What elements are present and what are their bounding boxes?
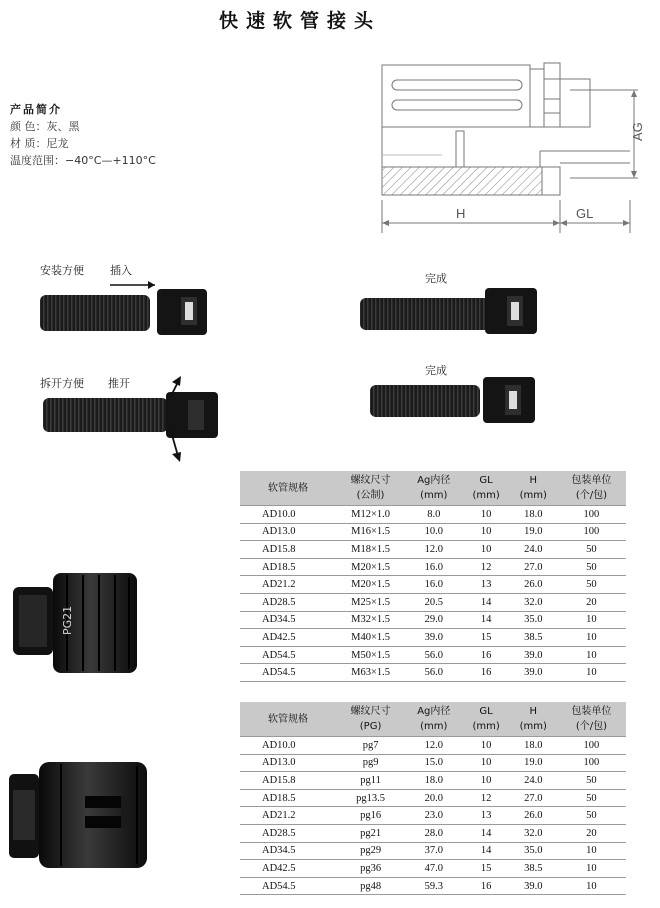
table-cell: AD42.5	[240, 860, 336, 878]
table-row	[240, 629, 626, 647]
table-cell: 15.0	[405, 754, 462, 772]
table-cell: 35.0	[510, 611, 557, 629]
table-cell: 14	[463, 611, 510, 629]
table-cell: M63×1.5	[336, 664, 405, 682]
table-cell: AD10.0	[240, 737, 336, 755]
table-cell: 10	[557, 629, 626, 647]
table-cell: 50	[557, 558, 626, 576]
remove-action: 推开	[108, 377, 130, 390]
table-cell: AD21.2	[240, 576, 336, 594]
header-gl: GL (mm)	[463, 702, 510, 737]
table-cell: 10	[463, 541, 510, 559]
h-label: H	[456, 206, 466, 221]
intro-heading: 产品简介	[10, 103, 62, 116]
fitting-photo-metric	[5, 565, 145, 680]
table-cell: 32.0	[510, 593, 557, 611]
table-cell: 56.0	[405, 664, 462, 682]
table-cell: AD15.8	[240, 541, 336, 559]
table-cell: 10	[557, 842, 626, 860]
header-pack-unit: 包装单位 (个/包)	[557, 471, 626, 506]
table-cell: 59.3	[405, 877, 462, 895]
table-cell: 19.0	[510, 523, 557, 541]
table-cell: 50	[557, 789, 626, 807]
table-cell: M25×1.5	[336, 593, 405, 611]
remove-label: 拆开方便	[40, 377, 84, 390]
table-cell: 27.0	[510, 558, 557, 576]
table-cell: 38.5	[510, 629, 557, 647]
table-cell: 15	[463, 629, 510, 647]
intro-color: 颜 色：灰、黑	[10, 120, 80, 133]
header-ag: Ag内径 (mm)	[405, 702, 462, 737]
table-cell: pg21	[336, 824, 405, 842]
table-cell: AD21.2	[240, 807, 336, 825]
table-cell: M16×1.5	[336, 523, 405, 541]
table-cell: AD28.5	[240, 593, 336, 611]
part-marking: PG21	[61, 605, 74, 635]
table-cell: AD34.5	[240, 842, 336, 860]
table-cell: 10	[463, 772, 510, 790]
table-cell: 26.0	[510, 576, 557, 594]
table-cell: AD54.5	[240, 877, 336, 895]
install-done-photo	[355, 282, 555, 342]
table-cell: 14	[463, 593, 510, 611]
table-cell: AD15.8	[240, 772, 336, 790]
table-cell: 20	[557, 593, 626, 611]
table-cell: 8.0	[405, 506, 462, 524]
table-cell: 10	[463, 737, 510, 755]
header-hose-spec: 软管规格	[240, 471, 336, 506]
table-row	[240, 754, 626, 772]
table-cell: 100	[557, 754, 626, 772]
table-row	[240, 576, 626, 594]
table-cell: 29.0	[405, 611, 462, 629]
table-cell: 100	[557, 523, 626, 541]
table-cell: pg7	[336, 737, 405, 755]
header-thread-size: 螺纹尺寸 (公制)	[336, 471, 405, 506]
table-cell: 13	[463, 576, 510, 594]
table-cell: 50	[557, 576, 626, 594]
table-cell: 18.0	[510, 737, 557, 755]
header-gl: GL (mm)	[463, 471, 510, 506]
table-cell: 39.0	[510, 664, 557, 682]
table-cell: 24.0	[510, 541, 557, 559]
install-label: 安装方便	[40, 264, 84, 277]
table-header-row	[240, 471, 626, 506]
table-cell: pg16	[336, 807, 405, 825]
table-cell: 14	[463, 824, 510, 842]
table-cell: M12×1.0	[336, 506, 405, 524]
table-cell: 10	[557, 860, 626, 878]
fitting-photo-pg	[5, 760, 155, 872]
table-cell: 50	[557, 772, 626, 790]
table-cell: M50×1.5	[336, 646, 405, 664]
table-cell: 27.0	[510, 789, 557, 807]
spec-table-pg	[240, 702, 626, 895]
table-cell: 47.0	[405, 860, 462, 878]
table-cell: pg48	[336, 877, 405, 895]
table-row	[240, 877, 626, 895]
table-cell: 39.0	[405, 629, 462, 647]
table-cell: 10	[557, 877, 626, 895]
table-cell: 100	[557, 506, 626, 524]
table-cell: 19.0	[510, 754, 557, 772]
table-cell: 35.0	[510, 842, 557, 860]
remove-done-photo	[365, 375, 545, 430]
table-cell: 28.0	[405, 824, 462, 842]
table-cell: 10	[557, 664, 626, 682]
ag-label: AG	[630, 122, 645, 141]
table-row	[240, 772, 626, 790]
table-cell: AD28.5	[240, 824, 336, 842]
table-cell: M32×1.5	[336, 611, 405, 629]
header-pack-unit: 包装单位 (个/包)	[557, 702, 626, 737]
table-row	[240, 523, 626, 541]
table-row	[240, 842, 626, 860]
table-cell: pg13.5	[336, 789, 405, 807]
remove-done: 完成	[425, 364, 447, 377]
table-cell: AD10.0	[240, 506, 336, 524]
table-cell: 38.5	[510, 860, 557, 878]
table-cell: 16	[463, 664, 510, 682]
table-cell: 20	[557, 824, 626, 842]
table-cell: 12.0	[405, 737, 462, 755]
header-hose-spec: 软管规格	[240, 702, 336, 737]
page-title: 快速软管接头	[218, 10, 381, 32]
table-row	[240, 807, 626, 825]
spec-table-metric	[240, 471, 626, 682]
table-cell: pg9	[336, 754, 405, 772]
table-cell: 16.0	[405, 558, 462, 576]
table-cell: 16.0	[405, 576, 462, 594]
header-thread-size: 螺纹尺寸 (PG)	[336, 702, 405, 737]
table-cell: 50	[557, 541, 626, 559]
table-cell: pg11	[336, 772, 405, 790]
table-cell: 10.0	[405, 523, 462, 541]
table-cell: 20.5	[405, 593, 462, 611]
install-photo	[35, 275, 215, 345]
table-cell: M20×1.5	[336, 576, 405, 594]
install-action: 插入	[110, 264, 132, 277]
table-cell: M20×1.5	[336, 558, 405, 576]
table-row	[240, 558, 626, 576]
table-cell: 32.0	[510, 824, 557, 842]
remove-photo	[38, 372, 228, 467]
table-cell: M18×1.5	[336, 541, 405, 559]
table-cell: AD13.0	[240, 754, 336, 772]
table-cell: M40×1.5	[336, 629, 405, 647]
table-cell: 23.0	[405, 807, 462, 825]
table-row	[240, 593, 626, 611]
header-h: H (mm)	[510, 702, 557, 737]
table-cell: 16	[463, 646, 510, 664]
table-header-row	[240, 702, 626, 737]
install-done: 完成	[425, 272, 447, 285]
table-cell: 10	[463, 523, 510, 541]
dimension-drawing	[370, 55, 660, 240]
table-row	[240, 737, 626, 755]
table-cell: AD54.5	[240, 664, 336, 682]
table-row	[240, 611, 626, 629]
table-cell: 12	[463, 789, 510, 807]
table-cell: 15	[463, 860, 510, 878]
table-cell: 18.0	[510, 506, 557, 524]
table-cell: AD18.5	[240, 558, 336, 576]
table-cell: AD54.5	[240, 646, 336, 664]
table-cell: AD18.5	[240, 789, 336, 807]
table-row	[240, 664, 626, 682]
table-cell: 50	[557, 807, 626, 825]
table-cell: AD13.0	[240, 523, 336, 541]
table-cell: 100	[557, 737, 626, 755]
table-row	[240, 506, 626, 524]
table-cell: 20.0	[405, 789, 462, 807]
table-row	[240, 824, 626, 842]
table-row	[240, 646, 626, 664]
table-cell: 10	[557, 646, 626, 664]
table-cell: 14	[463, 842, 510, 860]
table-cell: 10	[463, 506, 510, 524]
table-cell: 10	[463, 754, 510, 772]
intro-material: 材 质：尼龙	[10, 137, 69, 150]
table-row	[240, 860, 626, 878]
intro-temperature: 温度范围：−40°C—+110°C	[10, 154, 156, 167]
table-cell: 18.0	[405, 772, 462, 790]
table-row	[240, 789, 626, 807]
table-cell: 10	[557, 611, 626, 629]
table-row	[240, 541, 626, 559]
table-cell: AD42.5	[240, 629, 336, 647]
table-cell: 56.0	[405, 646, 462, 664]
table-cell: 16	[463, 877, 510, 895]
table-cell: 37.0	[405, 842, 462, 860]
header-ag: Ag内径 (mm)	[405, 471, 462, 506]
table-cell: 12.0	[405, 541, 462, 559]
table-cell: pg36	[336, 860, 405, 878]
header-h: H (mm)	[510, 471, 557, 506]
table-cell: 24.0	[510, 772, 557, 790]
gl-label: GL	[576, 206, 594, 221]
table-cell: 39.0	[510, 877, 557, 895]
table-cell: 39.0	[510, 646, 557, 664]
table-cell: 12	[463, 558, 510, 576]
product-intro	[10, 101, 156, 169]
table-cell: pg29	[336, 842, 405, 860]
table-cell: 13	[463, 807, 510, 825]
table-cell: AD34.5	[240, 611, 336, 629]
table-cell: 26.0	[510, 807, 557, 825]
